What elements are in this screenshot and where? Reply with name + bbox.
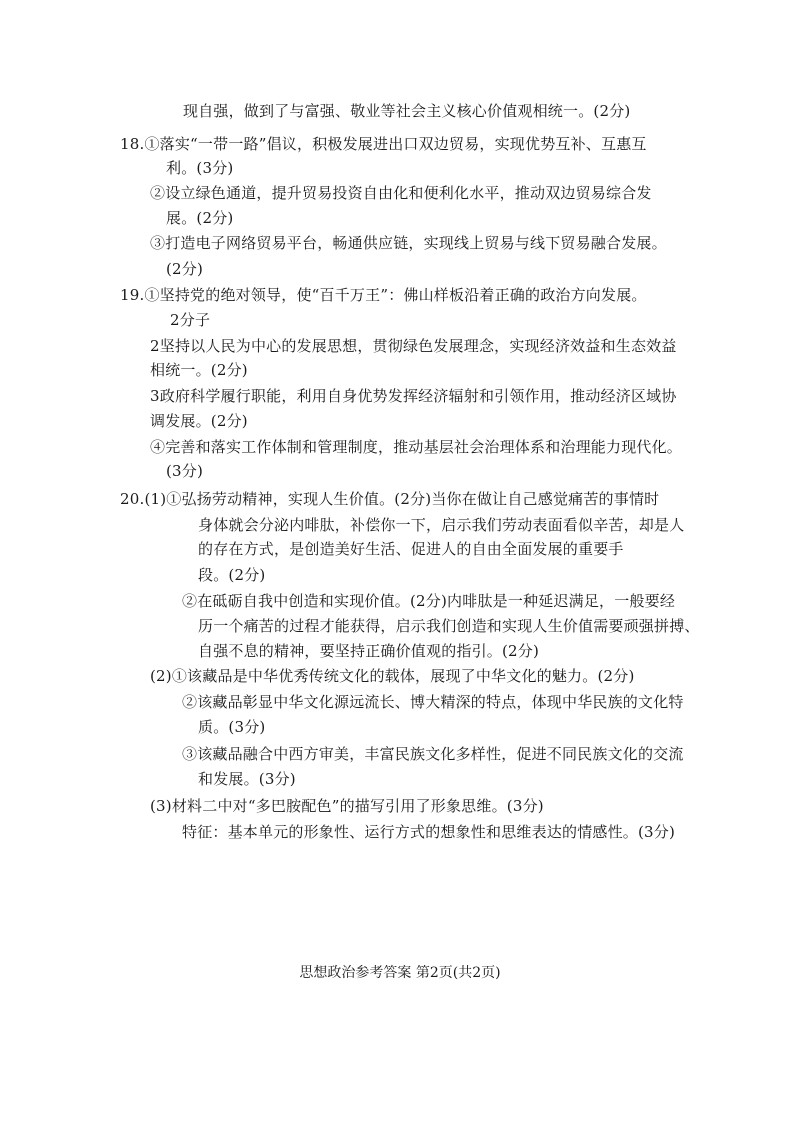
text-line: 调发展。(2分)	[150, 412, 248, 430]
text-line: 的存在方式，是创造美好生活、促进人的自由全面发展的重要手	[198, 540, 624, 558]
text-line: 现自强，做到了与富强、敬业等社会主义核心价值观相统一。(2分)	[183, 102, 631, 120]
text-line: 利。(3分)	[166, 159, 234, 177]
text-line: 历一个痛苦的过程才能获得，启示我们创造和实现人生价值需要顽强拼搏、	[198, 617, 700, 635]
text-line: (3)材料二中对“多巴胺配色”的描写引用了形象思维。(3分)	[150, 797, 544, 815]
text-line: 展。(2分)	[166, 209, 234, 227]
text-line: ③打造电子网络贸易平台，畅通供应链，实现线上贸易与线下贸易融合发展。	[150, 234, 667, 252]
text-line: ③该藏品融合中西方审美，丰富民族文化多样性，促进不同民族文化的交流	[182, 745, 684, 763]
text-line: (2)①该藏品是中华优秀传统文化的载体，展现了中华文化的魅力。(2分)	[150, 667, 635, 685]
text-line: 2分子	[170, 311, 211, 329]
text-line: 相统一。(2分)	[150, 361, 248, 379]
text-line: 18.①落实“一带一路”倡议，积极发展进出口双边贸易，实现优势互补、互惠互	[120, 135, 647, 153]
page-footer: 思想政治参考答案 第2页(共2页)	[299, 965, 501, 981]
text-line: ②在砥砺自我中创造和实现价值。(2分)内啡肽是一种延迟满足，一般要经	[182, 592, 676, 610]
text-line: 段。(2分)	[198, 566, 266, 584]
text-line: ②设立绿色通道，提升贸易投资自由化和便利化水平，推动双边贸易综合发	[150, 184, 652, 202]
text-line: 2坚持以人民为中心的发展思想，贯彻绿色发展理念，实现经济效益和生态效益	[150, 337, 677, 355]
text-line: 自强不息的精神，要坚持正确价值观的指引。(2分)	[198, 642, 540, 660]
text-line: ②该藏品彰显中华文化源远流长、博大精深的特点，体现中华民族的文化特	[182, 693, 684, 711]
text-line: 特征：基本单元的形象性、运行方式的想象性和思维表达的情感性。(3分)	[182, 823, 676, 841]
text-line: 质。(3分)	[198, 718, 266, 736]
text-line: 3政府科学履行职能，利用自身优势发挥经济辐射和引领作用，推动经济区域协	[150, 387, 677, 405]
text-line: 20.(1)①弘扬劳动精神，实现人生价值。(2分)当你在做让自己感觉痛苦的事情时	[120, 490, 660, 508]
text-line: ④完善和落实工作体制和管理制度，推动基层社会治理体系和治理能力现代化。	[150, 438, 683, 456]
text-line: 和发展。(3分)	[198, 770, 296, 788]
text-line: 身体就会分泌内啡肽，补偿你一下，启示我们劳动表面看似辛苦，却是人	[198, 516, 685, 534]
text-line: (2分)	[166, 260, 204, 278]
text-line: (3分)	[166, 462, 204, 480]
text-line: 19.①坚持党的绝对领导，使“百千万王”：佛山样板沿着正确的政治方向发展。	[120, 286, 647, 304]
